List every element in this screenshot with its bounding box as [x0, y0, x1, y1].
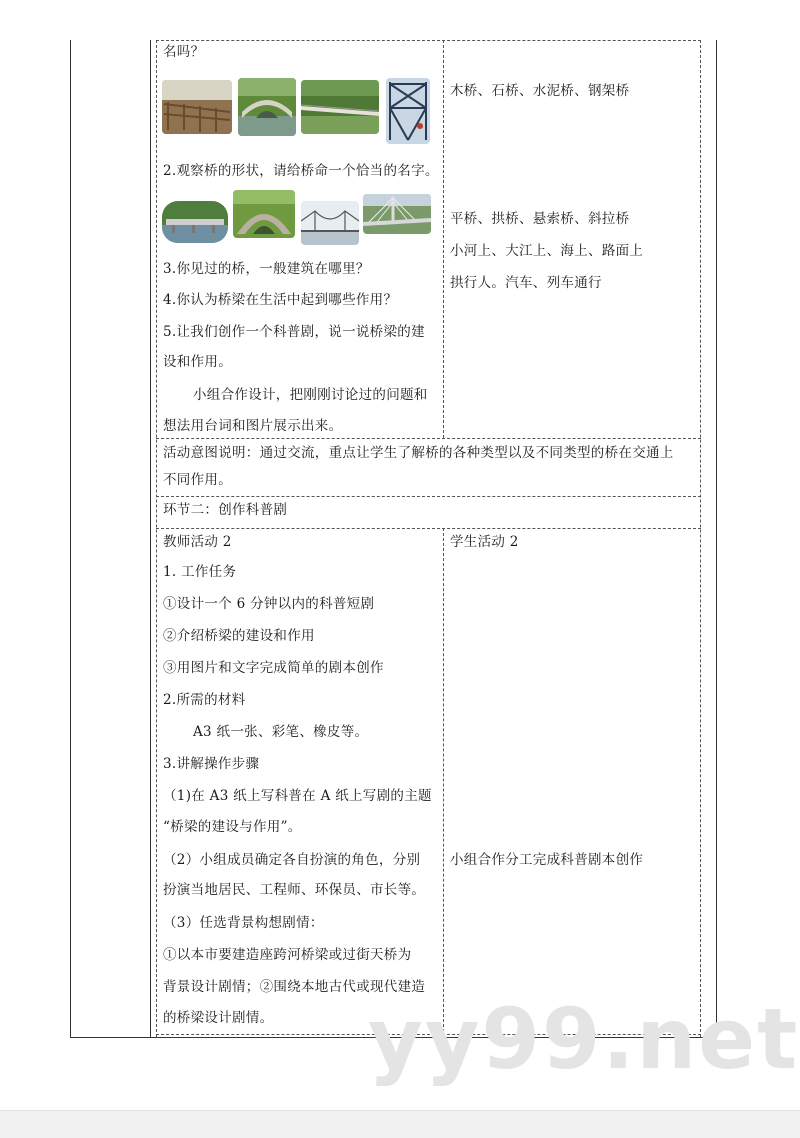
- row-divider-1: [156, 438, 701, 439]
- flat-bridge-photo: [162, 201, 228, 243]
- step-3-option-1: ①以本市要建造座跨河桥梁或过街天桥为: [163, 947, 412, 963]
- student-activity-header: 学生活动 2: [450, 534, 519, 550]
- task-heading: 1. 工作任务: [163, 564, 237, 580]
- question-4: 4.你认为桥梁在生活中起到哪些作用？: [163, 292, 398, 308]
- page-footer-band: [0, 1110, 800, 1138]
- inner-top: [156, 40, 701, 41]
- step-2: （2）小组成员确定各自扮演的角色，分别: [163, 852, 421, 868]
- task-item-3: ③用图片和文字完成简单的剧本创作: [163, 660, 384, 676]
- concrete-bridge-photo: [301, 80, 379, 134]
- question-5-cont: 设和作用。: [163, 354, 232, 370]
- group-design-text-cont: 想法用台词和图片展示出来。: [163, 418, 343, 434]
- materials-list: A3 纸一张、彩笔、橡皮等。: [193, 724, 369, 740]
- teacher-activity-header: 教师活动 2: [163, 534, 232, 550]
- table-border-right: [716, 40, 717, 1038]
- steps-heading: 3.讲解操作步骤: [163, 756, 260, 772]
- section-title: 环节二：创作科普剧: [163, 502, 288, 518]
- question-2: 2.观察桥的形状，请给桥命一个恰当的名字。: [163, 163, 439, 179]
- intent-line-1: 活动意图说明：通过交流，重点让学生了解桥的各种类型以及不同类型的桥在交通上: [163, 445, 674, 461]
- question-5: 5.让我们创作一个科普剧，说一说桥梁的建: [163, 324, 425, 340]
- task-item-1: ①设计一个 6 分钟以内的科普短剧: [163, 596, 375, 612]
- steel-truss-bridge-photo: [386, 78, 430, 144]
- table-border-col: [150, 40, 151, 1038]
- inner-split-top: [443, 40, 444, 438]
- arch-bridge-photo: [233, 190, 295, 238]
- question-tail: 名吗？: [163, 44, 205, 60]
- step-3-option-1-cont: 背景设计剧情；②围绕本地古代或现代建造: [163, 979, 426, 995]
- cable-stayed-bridge-photo: [363, 194, 431, 234]
- group-design-text: 小组合作设计，把刚刚讨论过的问题和: [193, 387, 428, 403]
- table-border-left: [70, 40, 71, 1038]
- step-2-cont: 扮演当地居民、工程师、环保员、市长等。: [163, 882, 426, 898]
- inner-border-left: [156, 40, 157, 1037]
- question-3: 3.你见过的桥，一般建筑在哪里？: [163, 261, 370, 277]
- materials-heading: 2.所需的材料: [163, 692, 246, 708]
- step-1-cont: “桥梁的建设与作用”。: [163, 819, 302, 835]
- step-1: （1)在 A3 纸上写科普在 A 纸上写剧的主题: [163, 788, 432, 804]
- inner-border-right: [700, 40, 701, 1037]
- answer-bridge-shapes: 平桥、拱桥、悬索桥、斜拉桥: [450, 211, 630, 227]
- row-divider-3: [156, 528, 701, 529]
- wooden-bridge-photo: [162, 80, 232, 134]
- step-3: （3）任选背景构想剧情：: [163, 915, 324, 931]
- watermark: yy99.net: [368, 990, 800, 1088]
- task-item-2: ②介绍桥梁的建设和作用: [163, 628, 315, 644]
- step-3-option-2-cont: 的桥梁设计剧情。: [163, 1010, 274, 1026]
- answer-bridge-functions: 拱行人。汽车、列车通行: [450, 275, 602, 291]
- row-divider-2: [156, 496, 701, 497]
- answer-bridge-locations: 小河上、大江上、海上、路面上: [450, 243, 644, 259]
- inner-split-bottom: [443, 528, 444, 1037]
- intent-line-2: 不同作用。: [163, 472, 232, 488]
- suspension-bridge-photo: [301, 201, 359, 245]
- student-task: 小组合作分工完成科普剧本创作: [450, 852, 644, 868]
- stone-arch-bridge-photo: [238, 78, 296, 136]
- answer-bridge-materials: 木桥、石桥、水泥桥、钢架桥: [450, 83, 630, 99]
